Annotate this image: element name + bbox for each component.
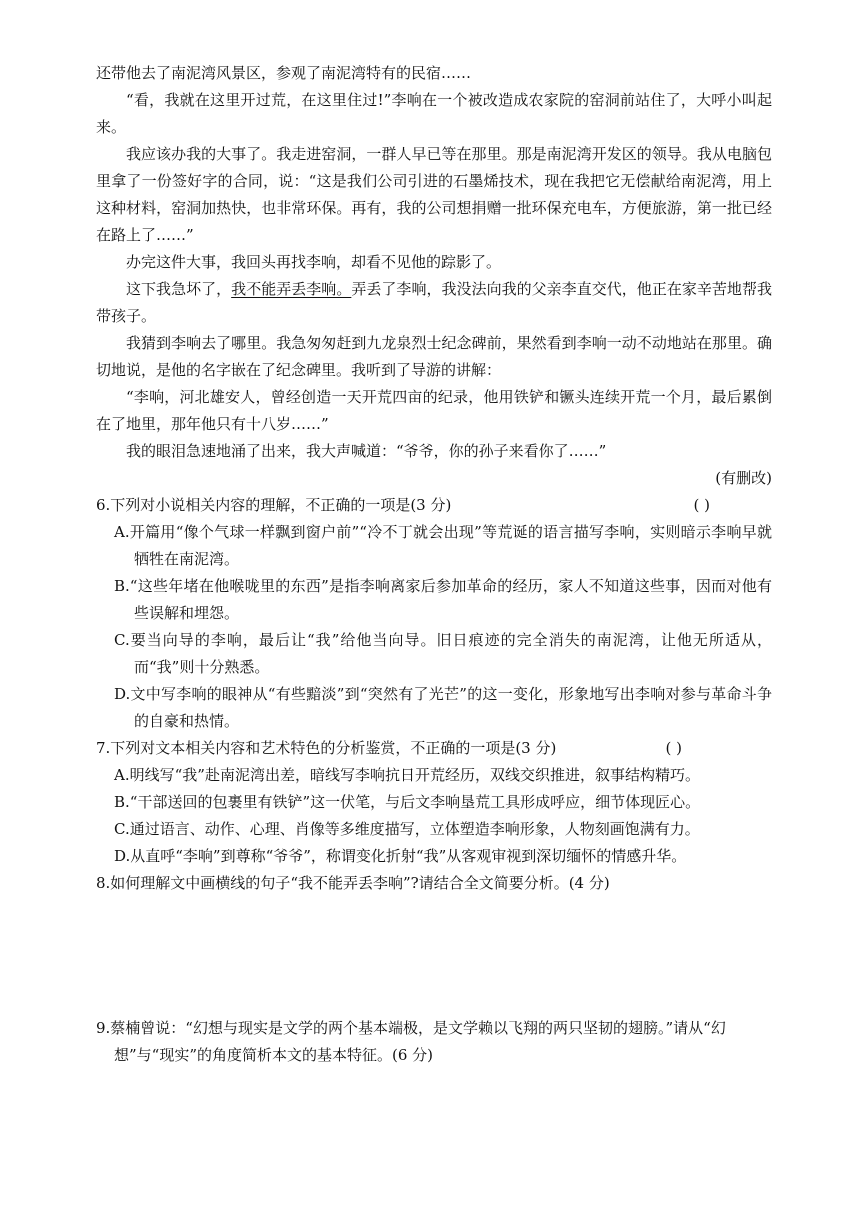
passage-paragraph-7: “李响，河北雄安人，曾经创造一天开荒四亩的纪录，他用铁铲和镢头连续开荒一个月，最后累倒在了地里，那年他只有十八岁……”: [96, 388, 772, 433]
question-6-option-c: C.要当向导的李响，最后让“我”给他当向导。旧日痕迹的完全消失的南泥湾，让他无所适从，而“我”则十分熟悉。: [114, 631, 772, 676]
passage-paragraph-4: 办完这件大事，我回头再找李响，却看不见他的踪影了。: [126, 253, 502, 271]
question-6-answer-bracket: ( ): [693, 496, 710, 514]
source-note: (有删改): [715, 469, 772, 487]
passage-paragraph-6: 我猜到李响去了哪里。我急匆匆赶到九龙泉烈士纪念碑前，果然看到李响一动不动地站在那里。确切地说，是他的名字嵌在了纪念碑里。我听到了导游的讲解：: [96, 334, 772, 379]
question-6-option-a: A.开篇用“像个气球一样飘到窗户前”“冷不丁就会出现”等荒诞的语言描写李响，实则暗示李响早就牺牲在南泥湾。: [114, 523, 772, 568]
passage-paragraph-3: 我应该办我的大事了。我走进窑洞，一群人早已等在那里。那是南泥湾开发区的领导。我从电脑包里拿了一份签好字的合同，说：“这是我们公司引进的石墨烯技术，现在我把它无偿献给南泥湾，用上这种材料，窑洞加热快，也非常环保。再有，我的公司想捐赠一批环保充电车，方便旅游，第一批已经在路上了……”: [96, 145, 772, 244]
question-8-answer-space: [96, 897, 772, 1015]
document-page: [96, 60, 772, 1069]
question-8-stem: 8.如何理解文中画横线的句子“我不能弄丢李响”?请结合全文简要分析。(4 分): [96, 874, 610, 892]
question-7-option-b: B.“干部送回的包裹里有铁铲”这一伏笔，与后文李响垦荒工具形成呼应，细节体现匠心。: [114, 793, 701, 811]
passage-paragraph-1: 还带他去了南泥湾风景区，参观了南泥湾特有的民宿……: [96, 64, 472, 82]
question-7-option-c: C.通过语言、动作、心理、肖像等多维度描写，立体塑造李响形象，人物刻画饱满有力。: [114, 820, 700, 838]
passage-paragraph-8: 我的眼泪急速地涌了出来，我大声喊道：“爷爷，你的孙子来看你了……”: [126, 442, 607, 460]
question-9-stem: 9.蔡楠曾说：“幻想与现实是文学的两个基本端极，是文学赖以飞翔的两只坚韧的翅膀。”请从“幻想”与“现实”的角度简析本文的基本特征。(6 分): [96, 1019, 726, 1064]
passage-paragraph-5: [96, 276, 772, 330]
question-7-text: 7.下列对文本相关内容和艺术特色的分析鉴赏，不正确的一项是(3 分): [96, 739, 557, 757]
underlined-sentence: 我不能弄丢李响。: [231, 280, 352, 298]
question-7-option-d: D.从直呼“李响”到尊称“爷爷”，称谓变化折射“我”从客观审视到深切缅怀的情感升华。: [114, 847, 687, 865]
question-6-option-b: B.“这些年堵在他喉咙里的东西”是指李响离家后参加革命的经历，家人不知道这些事，因而对他有些误解和埋怨。: [114, 577, 772, 622]
question-7-stem: [96, 735, 772, 762]
passage-paragraph-2: “看，我就在这里开过荒，在这里住过!”李响在一个被改造成农家院的窑洞前站住了，大呼小叫起来。: [96, 91, 772, 136]
question-6-text: 6.下列对小说相关内容的理解，不正确的一项是(3 分): [96, 496, 452, 514]
paragraph-5-tail: 弄丢了李响，我没法向我的父亲李直交代，他正在家辛苦地帮我带孩子。: [96, 280, 772, 325]
question-6-option-d: D.文中写李响的眼神从“有些黯淡”到“突然有了光芒”的这一变化，形象地写出李响对参与革命斗争的自豪和热情。: [114, 685, 772, 730]
question-7-option-a: A.明线写“我”赴南泥湾出差，暗线写李响抗日开荒经历，双线交织推进，叙事结构精巧。: [114, 766, 700, 784]
paragraph-5-lead: 这下我急坏了，: [126, 280, 232, 298]
question-6-stem: [96, 492, 772, 519]
question-7-answer-bracket: ( ): [665, 739, 682, 757]
